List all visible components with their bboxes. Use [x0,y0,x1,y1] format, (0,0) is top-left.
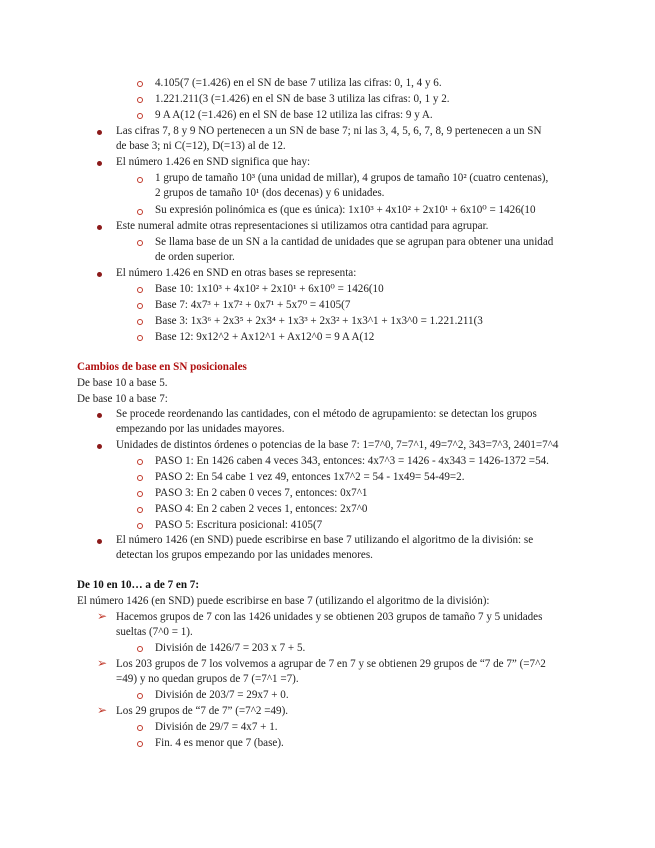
text-line: PASO 2: En 54 cabe 1 vez 49, entonces 1x7^2 = 54 - 1x49= 54-49=2. [155,471,465,483]
text-line: Base 7: 4x7³ + 1x7² + 0x7¹ + 5x7⁰ = 4105(7 [155,299,351,311]
text-line: Se procede reordenando las cantidades, con el método de agrupamiento: se detectan los grupos [116,408,537,420]
circle-bullet-icon [137,523,143,529]
text-line: División de 203/7 = 29x7 + 0. [155,689,289,701]
text-line: PASO 4: En 2 caben 2 veces 1, entonces: 2x7^0 [155,503,368,515]
text-line: Los 29 grupos de “7 de 7” (=7^2 =49). [116,705,289,717]
text-line: PASO 3: En 2 caben 0 veces 7, entonces: 0x7^1 [155,487,368,499]
text-line: El número 1.426 en SND significa que hay: [116,156,311,168]
disc-bullet-icon [97,130,102,135]
disc-bullet-icon [97,272,102,277]
text-line: Se llama base de un SN a la cantidad de unidades que se agrupan para obtener una unidad [155,236,554,248]
section-heading: Cambios de base en SN posicionales [77,361,247,373]
text-line: 1.221.211(3 (=1.426) en el SN de base 3 utiliza las cifras: 0, 1 y 2. [155,93,450,105]
text-line: 4.105(7 (=1.426) en el SN de base 7 utiliza las cifras: 0, 1, 4 y 6. [155,77,442,89]
disc-bullet-icon [97,413,102,418]
circle-bullet-icon [137,725,143,731]
circle-bullet-icon [137,693,143,699]
text-line: 1 grupo de tamaño 10³ (una unidad de millar), 4 grupos de tamaño 10² (cuatro centenas), [155,172,549,184]
arrow-bullet-icon: ➢ [97,609,108,623]
circle-bullet-icon [137,491,143,497]
text-line: Las cifras 7, 8 y 9 NO pertenecen a un SN de base 7; ni las 3, 4, 5, 6, 7, 8, 9 pertenecen a un SN [116,125,542,137]
text-line: Hacemos grupos de 7 con las 1426 unidades y se obtienen 203 grupos de tamaño 7 y 5 unidades [116,611,543,623]
text-line: detectan los grupos empezando por las unidades menores. [116,549,373,561]
text-line: 9 A A(12 (=1.426) en el SN de base 12 utiliza las cifras: 9 y A. [155,109,433,121]
text-line: sueltas (7^0 = 1). [116,626,193,638]
text-line: División de 1426/7 = 203 x 7 + 5. [155,642,306,654]
text-line: 2 grupos de tamaño 10¹ (dos decenas) y 6 unidades. [155,187,385,199]
text-line: El número 1426 (en SND) puede escribirse en base 7 (utilizando el algoritmo de la división): [77,595,490,607]
text-line: PASO 1: En 1426 caben 4 veces 343, entonces: 4x7^3 = 1426 - 4x343 = 1426-1372 =54. [155,455,549,467]
circle-bullet-icon [137,507,143,513]
text-line: Los 203 grupos de 7 los volvemos a agrupar de 7 en 7 y se obtienen 29 grupos de “7 de 7” (=7^2 [116,658,546,670]
text-line: =49) y no quedan grupos de 7 (=7^1 =7). [116,673,299,685]
disc-bullet-icon [97,225,102,230]
disc-bullet-icon [97,161,102,166]
text-line: Base 12: 9x12^2 + Ax12^1 + Ax12^0 = 9 A A(12 [155,331,375,343]
circle-bullet-icon [137,741,143,747]
circle-bullet-icon [137,81,143,87]
circle-bullet-icon [137,287,143,293]
text-line: de orden superior. [155,251,235,263]
text-line: Este numeral admite otras representaciones si utilizamos otra cantidad para agrupar. [116,220,489,232]
text-line: División de 29/7 = 4x7 + 1. [155,721,278,733]
circle-bullet-icon [137,209,143,215]
circle-bullet-icon [137,319,143,325]
section-heading: De 10 en 10… a de 7 en 7: [77,579,200,591]
text-line: empezando por las unidades mayores. [116,423,285,435]
text-line: Base 3: 1x3⁶ + 2x3⁵ + 2x3⁴ + 1x3³ + 2x3² + 1x3^1 + 1x3^0 = 1.221.211(3 [155,315,483,327]
circle-bullet-icon [137,459,143,465]
circle-bullet-icon [137,177,143,183]
disc-bullet-icon [97,444,102,449]
circle-bullet-icon [137,97,143,103]
circle-bullet-icon [137,335,143,341]
circle-bullet-icon [137,113,143,119]
circle-bullet-icon [137,303,143,309]
arrow-bullet-icon: ➢ [97,656,108,670]
text-line: PASO 5: Escritura posicional: 4105(7 [155,519,323,531]
circle-bullet-icon [137,646,143,652]
circle-bullet-icon [137,475,143,481]
disc-bullet-icon [97,539,102,544]
circle-bullet-icon [137,240,143,246]
arrow-bullet-icon: ➢ [97,703,108,717]
text-line: Fin. 4 es menor que 7 (base). [155,737,284,749]
text-line: Su expresión polinómica es (que es única): 1x10³ + 4x10² + 2x10¹ + 6x10⁰ = 1426(10 [155,204,536,216]
text-line: Base 10: 1x10³ + 4x10² + 2x10¹ + 6x10⁰ = 1426(10 [155,283,384,295]
text-line: El número 1426 (en SND) puede escribirse en base 7 utilizando el algoritmo de la división: se [116,534,534,546]
text-line: El número 1.426 en SND en otras bases se representa: [116,267,357,279]
text-line: de base 3; ni C(=12), D(=13) al de 12. [116,140,286,152]
text-line: De base 10 a base 7: [77,393,168,405]
text-line: De base 10 a base 5. [77,377,168,389]
text-line: Unidades de distintos órdenes o potencias de la base 7: 1=7^0, 7=7^1, 49=7^2, 343=7^3, 2401=7^4 [116,439,559,451]
